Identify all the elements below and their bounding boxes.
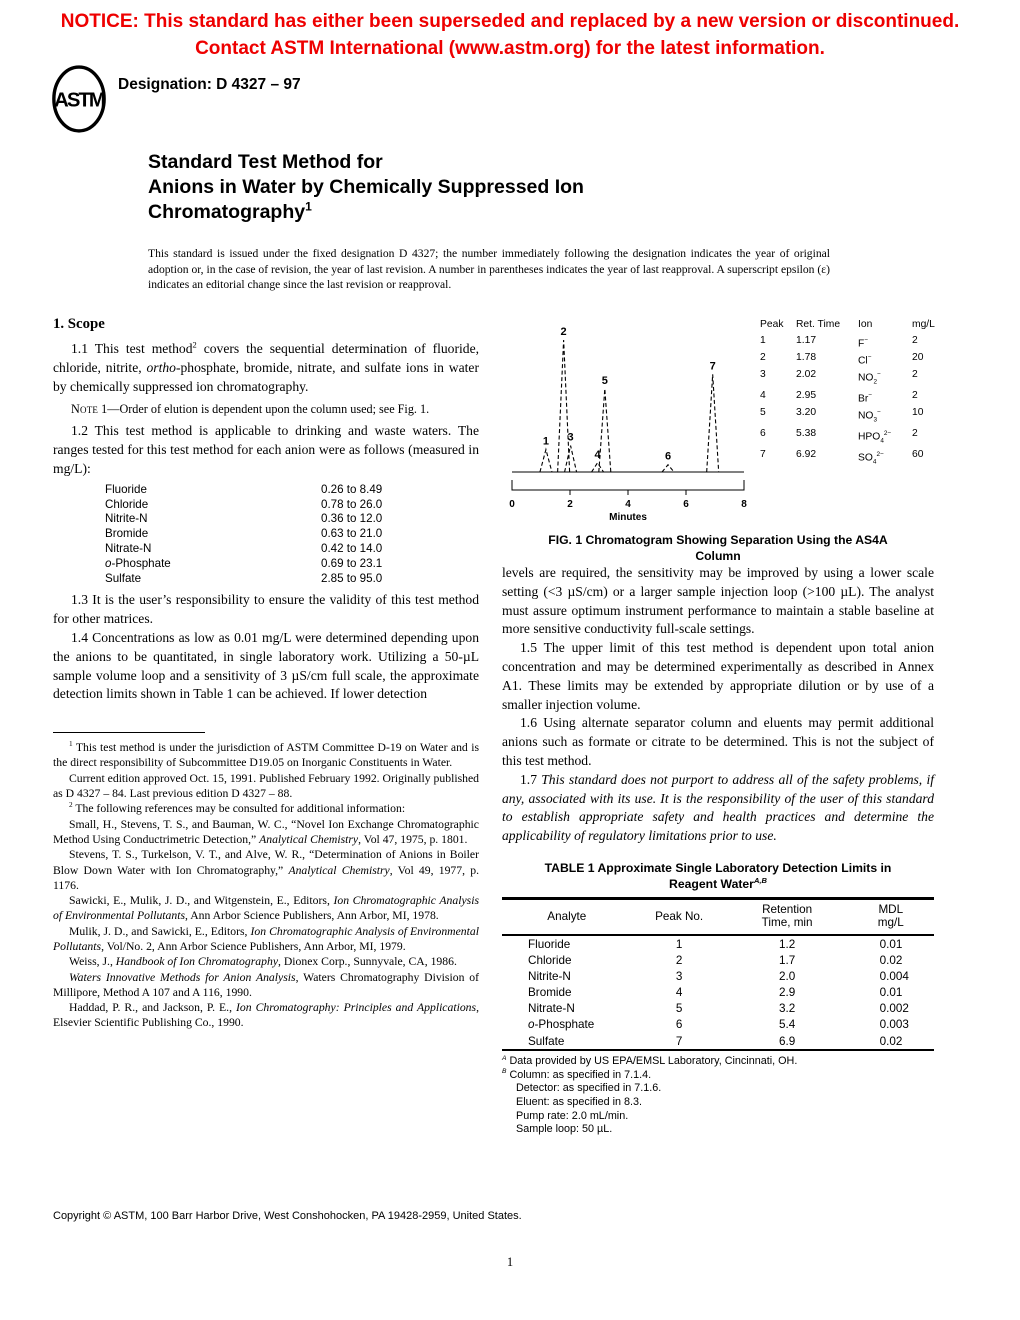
footnote-b-line1: Column: as specified in 7.1.4.	[509, 1068, 652, 1081]
note-1: Note 1—Order of elution is dependent upon the column used; see Fig. 1.	[71, 402, 430, 417]
table-row: Nitrate-N 5 3.2 0.002	[528, 1002, 909, 1016]
page-number: 1	[506, 1255, 514, 1269]
svg-text:5: 5	[601, 374, 608, 387]
range-row: Sulfate 2.85 to 95.0	[105, 571, 383, 585]
footnote-edition: Current edition approved Oct. 15, 1991. Published February 1992. Originally published as D 4327 – 84. Last previous edition D 4327 – 88.	[53, 771, 479, 801]
chromatogram-plot	[502, 314, 752, 524]
ranges-list	[105, 483, 479, 587]
figure-caption-line2: Column	[695, 549, 741, 563]
table-row: Fluoride 1 1.2 0.01	[528, 937, 903, 951]
footnote-ref-small: Small, H., Stevens, T. S., and Bauman, W. C., “Novel Ion Exchange Chromatographic Method Using Conductrimetric Detection,” Analytical Chemistry, Vol 47, 1975, p. 1801.	[53, 817, 479, 846]
paragraph-1-4-cont: levels are required, the sensitivity may be improved by using a lower scale setting (<3 µS/cm) or a larger sample injection loop (>100 µL). The analyst must assure optimum instrument performance to maintain a stable baseline at more sensitive conductivity full-scale settings.	[502, 565, 934, 637]
astm-logo-icon	[50, 62, 108, 136]
svg-text:3: 3	[567, 431, 574, 444]
footnote-ref-sawicki: Sawicki, E., Mulik, J. D., and Witgenstein, E., Editors, Ion Chromatographic Analysis of Environmental Pollutants, Ann Arbor Science Publishers, Ann Arbor, MI, 1978.	[53, 894, 479, 923]
range-row: Nitrite-N 0.36 to 12.0	[105, 512, 383, 526]
designation: Designation: D 4327 – 97	[118, 76, 301, 93]
svg-text:0: 0	[509, 499, 515, 510]
legend-header-row: Peak Ret. Time Ion mg/L	[760, 319, 935, 330]
paragraph-1-1: 1.1 This test method$^2$ covers the sequential determination of fluoride, chloride, nitrite, ortho-phosphate, bromide, nitrate, and sulfate ions in water by chemically suppressed ion chromatography.	[53, 339, 480, 394]
table1-title-line2-text: Reagent Water	[669, 876, 754, 891]
left-column	[53, 316, 479, 1031]
footnote-ref-mulik: Mulik, J. D., and Sawicki, E., Editors, Ion Chromatographic Analysis of Environmental Pollutants, Vol/No. 2, Ann Arbor Science Publishers, Ann Arbor, MI, 1979.	[53, 924, 479, 953]
svg-text:6: 6	[683, 499, 689, 510]
svg-text:7: 7	[709, 360, 716, 373]
table1-grid	[502, 897, 934, 1051]
table1-footnote-a	[502, 1055, 934, 1069]
svg-text:8: 8	[741, 499, 747, 510]
table1-header-row: Analyte Peak No. Retention Time, min MDL mg/L	[502, 898, 934, 935]
table-row: o-Phosphate 6 5.4 0.003	[528, 1018, 909, 1032]
footnote-1: $^1$ This test method is under the jurisdiction of ASTM Committee D-19 on Water and is the direct responsibility of Subcommittee D19.05 on Inorganic Constituents in Water.	[53, 740, 479, 770]
document-title	[148, 150, 584, 225]
legend-row: 2 1.78 Cl− 20	[760, 352, 924, 367]
issuance-note: This standard is issued under the fixed designation D 4327; the number immediately following the designation indicates the year of original adoption or, in the case of revision, the year of last revision. A number in parentheses indicates the year of last reapproval. A superscript epsilon (ε) indicates an editorial change since the last revision or reapproval.	[148, 247, 830, 291]
footnote-b-line5: Sample loop: 50 µL.	[516, 1123, 613, 1136]
figure-caption-line1: FIG. 1 Chromatogram Showing Separation Using the AS4A	[548, 533, 888, 547]
legend-row: 6 5.38 $HPO_4^{2-}$ 2	[760, 427, 918, 445]
notice-line1: NOTICE: This standard has either been superseded and replaced by a new version or discontinued.	[60, 11, 960, 32]
footnote-a-text: Data provided by US EPA/EMSL Laboratory, Cincinnati, OH.	[509, 1055, 798, 1068]
svg-text:4: 4	[625, 499, 631, 510]
footnote-b-marker: B	[502, 1068, 507, 1076]
footnote-b-line3: Eluent: as specified in 8.3.	[516, 1096, 643, 1109]
range-row: Chloride 0.78 to 26.0	[105, 497, 383, 511]
title-footnote-marker: 1	[305, 199, 312, 214]
range-row: Nitrate-N 0.42 to 14.0	[105, 541, 383, 555]
right-column	[502, 314, 934, 1137]
paragraph-1-7: 1.7 This standard does not purport to address all of the safety problems, if any, associated with its use. It is the responsibility of the user of this standard to establish appropriate safety and health practices and determine the applicability of regulatory limitations prior to use.	[502, 771, 934, 844]
legend-row: 4 2.95 Br− 2	[760, 389, 918, 405]
table-row: Bromide 4 2.9 0.01	[528, 986, 903, 1000]
table1-title-footnote-markers: A,B	[753, 875, 767, 885]
section-1-heading: 1. Scope	[53, 316, 105, 332]
svg-text:2: 2	[567, 499, 573, 510]
table-1	[502, 860, 934, 1137]
notice	[0, 8, 1020, 62]
footnote-ref-weiss: Weiss, J., Handbook of Ion Chromatography, Dionex Corp., Sunnyvale, CA, 1986.	[69, 955, 457, 969]
footnote-2: $^2$ The following references may be consulted for additional information:	[69, 801, 406, 816]
footnotes-block	[53, 732, 479, 1031]
table-row: Sulfate 7 6.9 0.02	[528, 1034, 903, 1048]
svg-text:Minutes: Minutes	[609, 512, 647, 523]
paragraph-1-3: 1.3 It is the user’s responsibility to ensure the validity of this test method for other matrices.	[53, 592, 479, 627]
figure-caption	[502, 532, 934, 564]
footnote-ref-waters: Waters Innovative Methods for Anion Analysis, Waters Chromatography Division of Millipore, Method A 107 and A 116, 1990.	[53, 970, 479, 999]
paragraph-1-6: 1.6 Using alternate separator column and eluents may permit additional anions such as formate or citrate to be determined. This is not the subject of this test method.	[502, 715, 934, 768]
legend-row: 1 1.17 F− 2	[760, 335, 918, 350]
copyright: Copyright © ASTM, 100 Barr Harbor Drive, West Conshohocken, PA 19428-2959, United States.	[53, 1210, 522, 1222]
legend-row: 7 6.92 $SO_4^{2-}$ 60	[760, 448, 924, 465]
table-row: Chloride 2 1.7 0.02	[528, 953, 903, 967]
notice-line2: Contact ASTM International (www.astm.org) for the latest information.	[195, 38, 825, 59]
title-line3-text: Chromatography	[148, 201, 306, 223]
legend-row: 3 2.02 $NO_2^-$ 2	[760, 369, 918, 386]
table1-body	[502, 935, 934, 1050]
figure-legend	[760, 318, 942, 468]
legend-row: 5 3.20 $NO_3^-$ 10	[760, 406, 924, 424]
footnote-ref-haddad: Haddad, P. R., and Jackson, P. E., Ion Chromatography: Principles and Applications, Elsevier Scientific Publishing Co., 1990.	[53, 1001, 479, 1030]
title-line1: Standard Test Method for	[148, 151, 383, 173]
footnote-ref-stevens: Stevens, T. S., Turkelson, V. T., and Alve, W. R., “Determination of Anions in Boiler Blow Down Water with Ion Chromatography,” Analytical Chemistry, Vol 49, 1977, p. 1176.	[53, 848, 479, 892]
paragraph-1-2: 1.2 This test method is applicable to drinking and waste waters. The ranges tested for this test method for each anion were as follows (measured in mg/L):	[53, 423, 479, 476]
table1-footnote-b	[502, 1069, 934, 1083]
table1-title-line1: TABLE 1 Approximate Single Laboratory Detection Limits in	[544, 860, 892, 875]
range-row: o-Phosphate 0.69 to 23.1	[105, 556, 383, 570]
range-row: Bromide 0.63 to 21.0	[105, 527, 383, 541]
table1-footnotes	[502, 1055, 934, 1137]
svg-text:4: 4	[594, 448, 601, 461]
title-line3	[148, 200, 584, 225]
footnote-b-line4: Pump rate: 2.0 mL/min.	[516, 1109, 629, 1122]
title-line2: Anions in Water by Chemically Suppressed Ion	[148, 176, 584, 198]
svg-text:1: 1	[542, 435, 549, 448]
table-row: Nitrite-N 3 2.0 0.004	[528, 969, 909, 983]
figure-1	[502, 314, 934, 524]
astm-logo-svg	[50, 62, 108, 136]
footnote-rule	[53, 732, 205, 733]
svg-text:2: 2	[560, 326, 567, 338]
table1-title-line2	[502, 876, 934, 892]
table1-title	[502, 860, 934, 892]
footnote-a-marker: A	[502, 1054, 507, 1062]
range-row: Fluoride 0.26 to 8.49	[105, 482, 383, 496]
astm-logo-text: ASTM	[54, 89, 104, 112]
paragraph-1-5: 1.5 The upper limit of this test method is dependent upon total anion concentration and may be determined experimentally as described in Annex A1. These limits may be extended by appropriate dilution or by use of a smaller injection volume.	[502, 640, 934, 712]
svg-text:6: 6	[664, 450, 672, 463]
paragraph-1-4: 1.4 Concentrations as low as 0.01 mg/L were determined depending upon the anions to be quantitated, in single laboratory work. Utilizing a 50-µL sample volume loop and a sensitivity of 3 µS/cm full scale, the approximate detection limits shown in Table 1 can be achieved. If lower detection	[53, 629, 479, 702]
footnote-b-line2: Detector: as specified in 7.1.6.	[516, 1082, 662, 1095]
